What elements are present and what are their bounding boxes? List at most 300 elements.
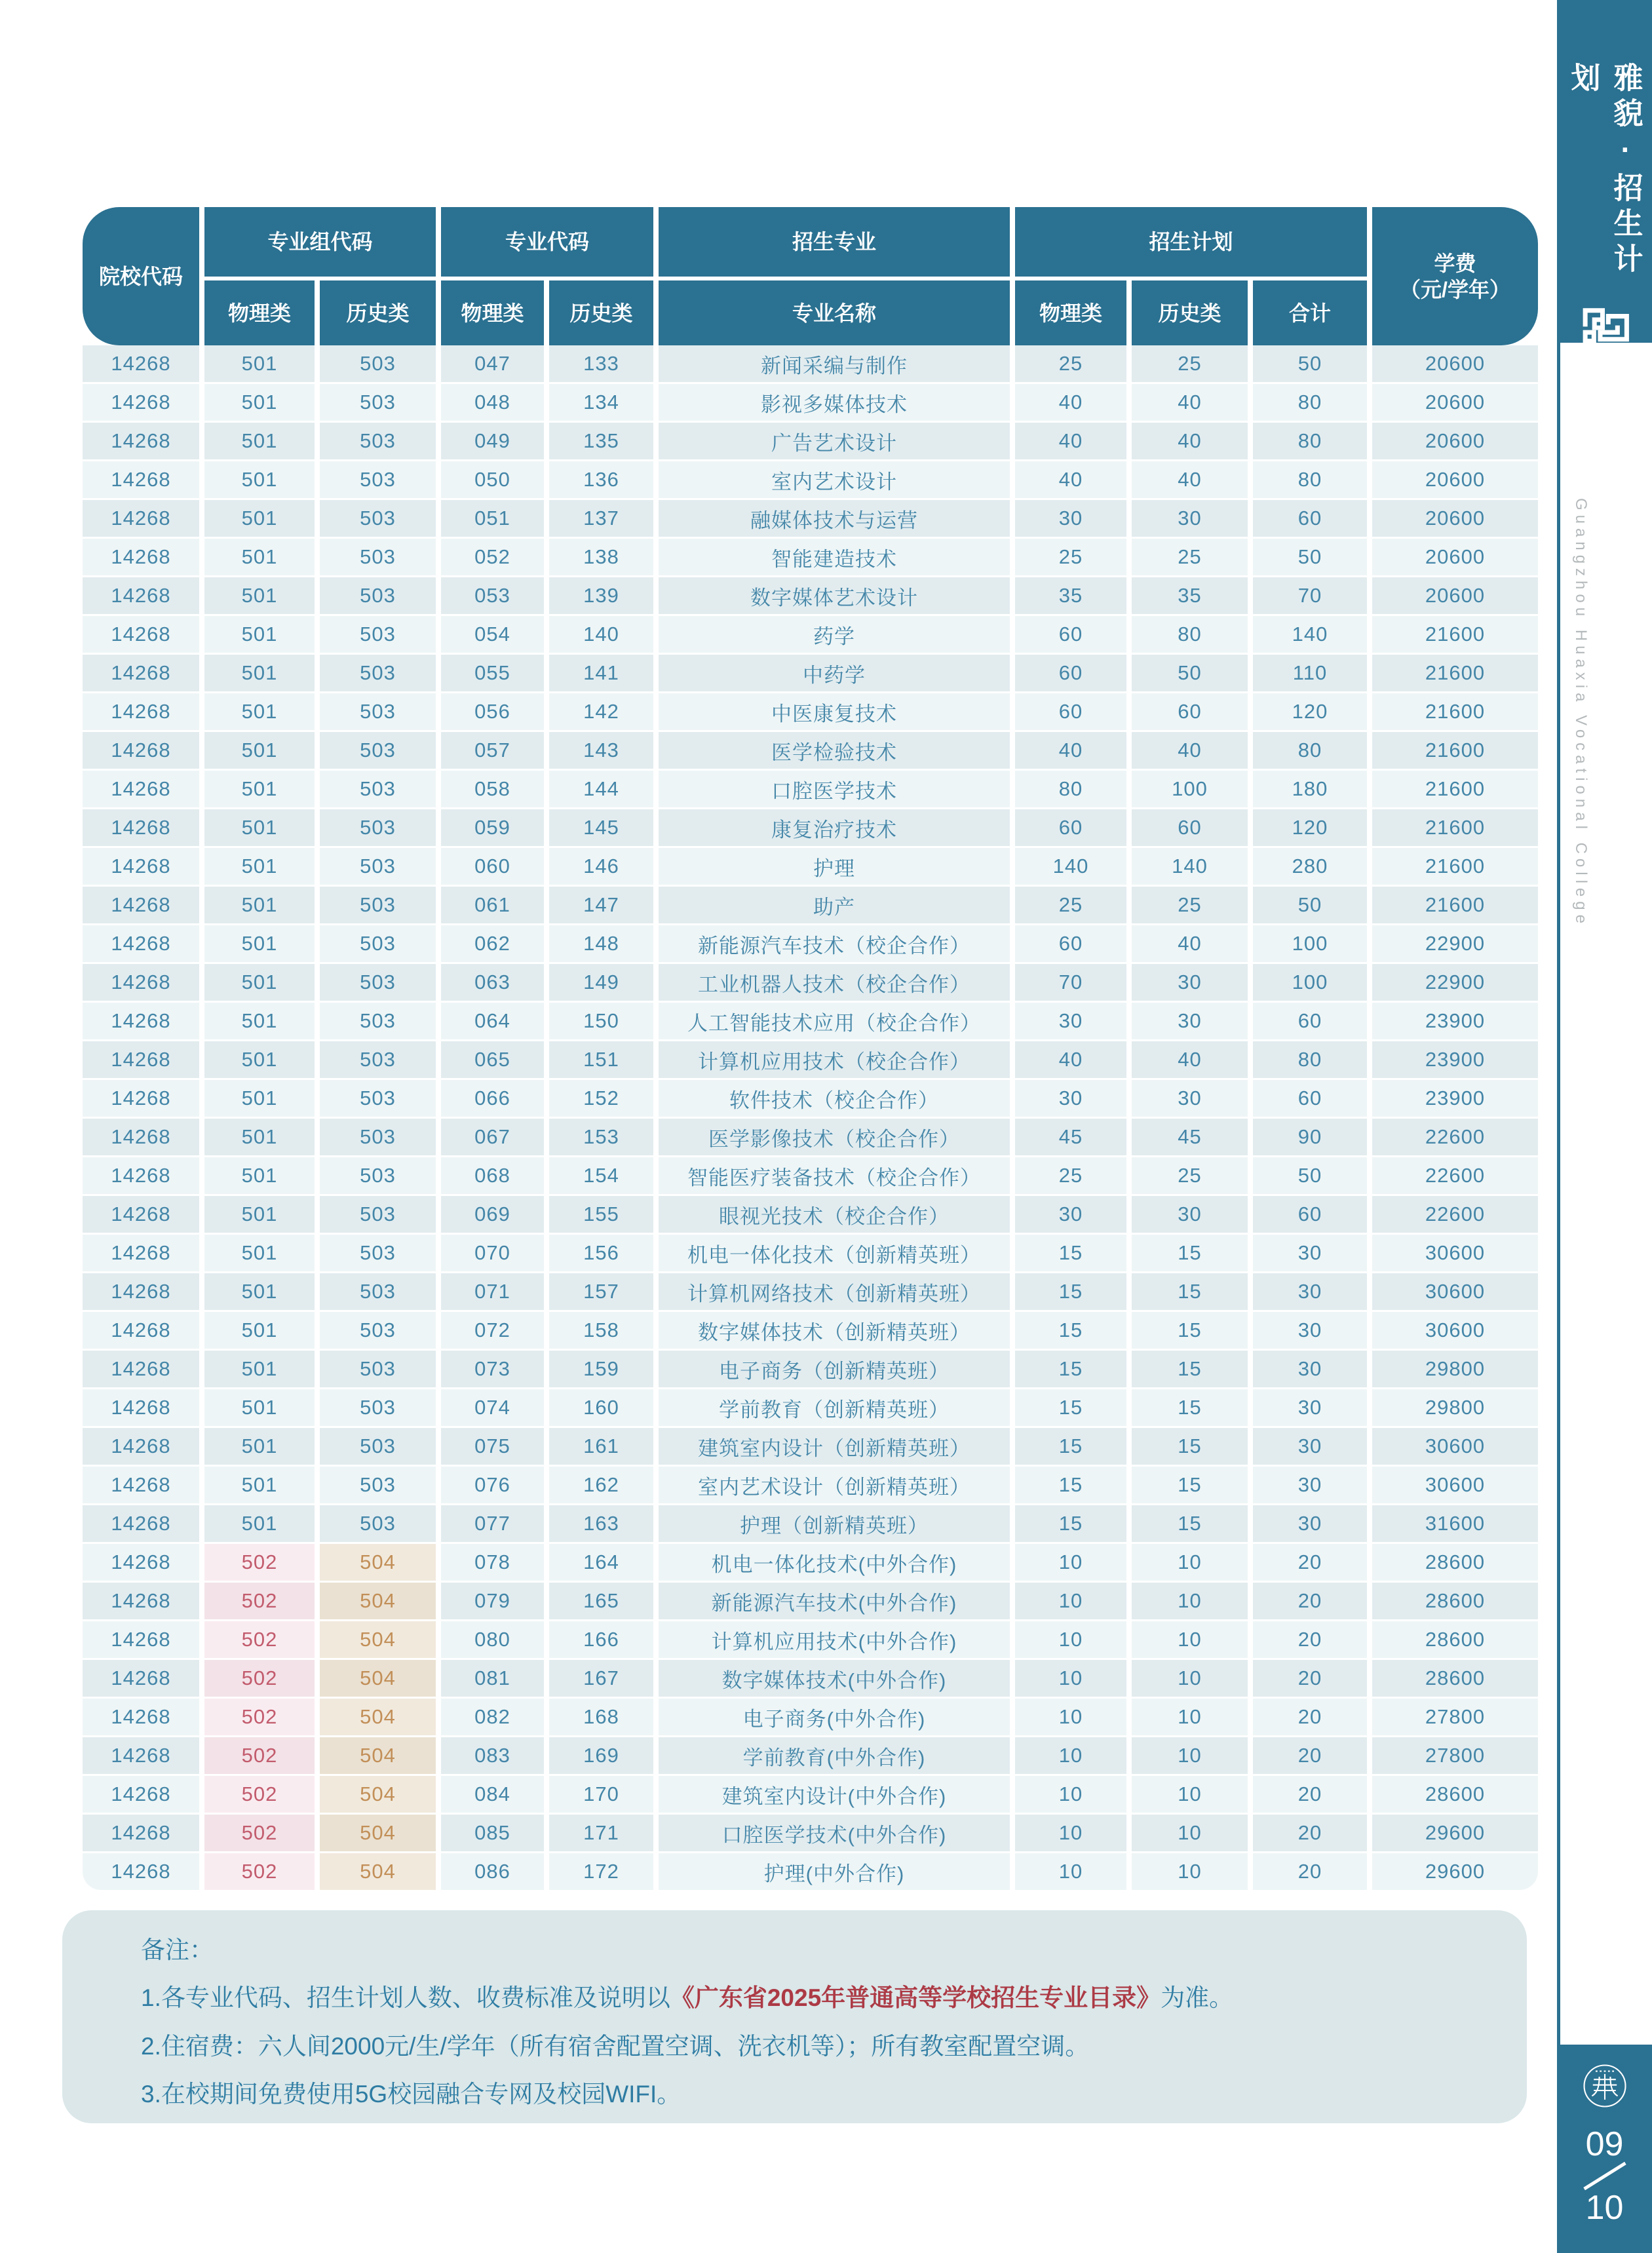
college-code-cell: 14268 <box>83 1196 199 1233</box>
table-row <box>83 1235 1538 1271</box>
college-code-cell: 14268 <box>83 771 199 807</box>
major-code-history-cell: 139 <box>549 577 653 614</box>
plan-physics-cell: 30 <box>1015 500 1126 537</box>
plan-total-cell: 30 <box>1253 1389 1367 1426</box>
plan-total-cell: 120 <box>1253 809 1367 846</box>
plan-history-cell: 30 <box>1132 1196 1248 1233</box>
group-code-history-cell: 503 <box>320 345 436 382</box>
group-code-physics-cell: 501 <box>204 693 315 730</box>
fee-cell: 21600 <box>1372 616 1538 653</box>
group-code-history-cell: 503 <box>320 384 436 421</box>
major-code-physics-cell: 082 <box>441 1699 544 1735</box>
plan-physics-cell: 30 <box>1015 1080 1126 1117</box>
table-row <box>83 1428 1538 1465</box>
major-code-physics-cell: 083 <box>441 1737 544 1774</box>
note-1-prefix: 1.各专业代码、招生计划人数、收费标准及说明以 <box>141 1984 670 2012</box>
plan-physics-cell: 40 <box>1015 461 1126 498</box>
major-name-cell: 学前教育（创新精英班） <box>659 1389 1010 1426</box>
major-code-physics-cell: 048 <box>441 384 544 421</box>
major-name-cell: 新闻采编与制作 <box>659 345 1010 382</box>
major-code-history-cell: 154 <box>549 1157 653 1194</box>
plan-physics-cell: 40 <box>1015 1041 1126 1078</box>
major-name-cell: 药学 <box>659 616 1010 653</box>
table-row <box>83 1196 1538 1233</box>
college-code-cell: 14268 <box>83 1583 199 1619</box>
note-item-1 <box>141 1983 1488 2013</box>
major-code-history-cell: 157 <box>549 1273 653 1310</box>
fee-cell: 21600 <box>1372 848 1538 885</box>
major-code-physics-cell: 062 <box>441 925 544 962</box>
major-name-cell: 数字媒体艺术设计 <box>659 577 1010 614</box>
major-code-history-cell: 161 <box>549 1428 653 1465</box>
plan-total-cell: 140 <box>1253 616 1367 653</box>
major-code-history-cell: 155 <box>549 1196 653 1233</box>
college-code-cell: 14268 <box>83 1389 199 1426</box>
plan-total-cell: 60 <box>1253 1080 1367 1117</box>
plan-physics-cell: 40 <box>1015 732 1126 769</box>
note-1-catalog-title: 《广东省2025年普通高等学校招生专业目录》 <box>670 1984 1161 2012</box>
plan-physics-cell: 25 <box>1015 1157 1126 1194</box>
group-code-physics-cell: 501 <box>204 1389 315 1426</box>
group-code-history-cell: 503 <box>320 1196 436 1233</box>
major-code-physics-cell: 085 <box>441 1815 544 1851</box>
table-row <box>83 1737 1538 1774</box>
major-name-cell: 影视多媒体技术 <box>659 384 1010 421</box>
plan-physics-cell: 15 <box>1015 1273 1126 1310</box>
table-row <box>83 1815 1538 1851</box>
table-row <box>83 384 1538 421</box>
table-row <box>83 1273 1538 1310</box>
group-code-history-cell: 504 <box>320 1544 436 1581</box>
plan-history-cell: 45 <box>1132 1119 1248 1155</box>
group-code-history-cell: 503 <box>320 1041 436 1078</box>
plan-physics-cell: 60 <box>1015 925 1126 962</box>
fee-cell: 22900 <box>1372 925 1538 962</box>
group-code-history-cell: 503 <box>320 1505 436 1542</box>
fee-cell: 21600 <box>1372 809 1538 846</box>
major-code-history-cell: 150 <box>549 1003 653 1039</box>
group-code-history-cell: 503 <box>320 1157 436 1194</box>
page-slash-icon <box>1583 2162 1626 2190</box>
major-name-cell: 眼视光技术（校企合作） <box>659 1196 1010 1233</box>
group-code-history-cell: 504 <box>320 1815 436 1851</box>
sidebar-vertical-rule <box>1557 343 1560 2045</box>
major-code-physics-cell: 066 <box>441 1080 544 1117</box>
college-code-cell: 14268 <box>83 887 199 923</box>
college-code-cell: 14268 <box>83 1157 199 1194</box>
group-code-physics-cell: 501 <box>204 925 315 962</box>
major-name-cell: 数字媒体技术（创新精英班） <box>659 1312 1010 1349</box>
college-emblem-icon <box>1582 2063 1628 2109</box>
table-row <box>83 1312 1538 1349</box>
notes-box <box>62 1910 1527 2123</box>
plan-total-cell: 180 <box>1253 771 1367 807</box>
group-code-history-cell: 504 <box>320 1621 436 1658</box>
group-code-physics-cell: 501 <box>204 809 315 846</box>
group-code-physics-cell: 501 <box>204 1003 315 1039</box>
table-row <box>83 1621 1538 1658</box>
major-code-history-cell: 169 <box>549 1737 653 1774</box>
major-code-history-cell: 145 <box>549 809 653 846</box>
group-code-history-cell: 504 <box>320 1737 436 1774</box>
plan-total-cell: 30 <box>1253 1235 1367 1271</box>
group-code-physics-cell: 501 <box>204 577 315 614</box>
major-code-physics-cell: 060 <box>441 848 544 885</box>
plan-total-cell: 20 <box>1253 1660 1367 1697</box>
plan-physics-cell: 60 <box>1015 616 1126 653</box>
college-code-cell: 14268 <box>83 1273 199 1310</box>
plan-physics-cell: 10 <box>1015 1737 1126 1774</box>
header-plan: 招生计划 <box>1015 207 1367 277</box>
plan-physics-cell: 60 <box>1015 655 1126 691</box>
fee-cell: 28600 <box>1372 1660 1538 1697</box>
major-code-history-cell: 151 <box>549 1041 653 1078</box>
plan-physics-cell: 60 <box>1015 809 1126 846</box>
major-name-cell: 电子商务（创新精英班） <box>659 1351 1010 1387</box>
table-row <box>83 1699 1538 1735</box>
group-code-history-cell: 503 <box>320 423 436 459</box>
group-code-history-cell: 504 <box>320 1660 436 1697</box>
plan-total-cell: 30 <box>1253 1351 1367 1387</box>
major-code-physics-cell: 084 <box>441 1776 544 1813</box>
group-code-physics-cell: 501 <box>204 345 315 382</box>
table-row <box>83 1776 1538 1813</box>
major-code-physics-cell: 074 <box>441 1389 544 1426</box>
fee-cell: 27800 <box>1372 1737 1538 1774</box>
plan-history-cell: 10 <box>1132 1853 1248 1890</box>
plan-physics-cell: 15 <box>1015 1235 1126 1271</box>
plan-total-cell: 30 <box>1253 1312 1367 1349</box>
fee-cell: 20600 <box>1372 384 1538 421</box>
table-row <box>83 809 1538 846</box>
major-code-physics-cell: 080 <box>441 1621 544 1658</box>
plan-history-cell: 60 <box>1132 693 1248 730</box>
fee-cell: 28600 <box>1372 1544 1538 1581</box>
fee-cell: 29800 <box>1372 1351 1538 1387</box>
major-code-physics-cell: 071 <box>441 1273 544 1310</box>
major-code-physics-cell: 059 <box>441 809 544 846</box>
page-indicator <box>1581 2127 1629 2225</box>
group-code-history-cell: 503 <box>320 693 436 730</box>
college-code-cell: 14268 <box>83 655 199 691</box>
group-code-history-cell: 503 <box>320 1351 436 1387</box>
group-code-physics-cell: 501 <box>204 1080 315 1117</box>
major-name-cell: 智能医疗装备技术（校企合作） <box>659 1157 1010 1194</box>
plan-physics-cell: 10 <box>1015 1544 1126 1581</box>
major-code-history-cell: 136 <box>549 461 653 498</box>
table-row <box>83 887 1538 923</box>
plan-physics-cell: 40 <box>1015 423 1126 459</box>
major-name-cell: 护理（创新精英班） <box>659 1505 1010 1542</box>
plan-physics-cell: 60 <box>1015 693 1126 730</box>
note-item-3: 3.在校期间免费使用5G校园融合专网及校园WIFI。 <box>141 2080 682 2108</box>
group-code-physics-cell: 501 <box>204 1312 315 1349</box>
major-code-physics-cell: 050 <box>441 461 544 498</box>
major-code-history-cell: 144 <box>549 771 653 807</box>
fee-cell: 30600 <box>1372 1312 1538 1349</box>
plan-history-cell: 15 <box>1132 1235 1248 1271</box>
group-code-history-cell: 503 <box>320 577 436 614</box>
college-code-cell: 14268 <box>83 1467 199 1503</box>
plan-physics-cell: 30 <box>1015 1196 1126 1233</box>
plan-total-cell: 20 <box>1253 1621 1367 1658</box>
plan-total-cell: 20 <box>1253 1544 1367 1581</box>
group-code-history-cell: 503 <box>320 655 436 691</box>
major-name-cell: 软件技术（校企合作） <box>659 1080 1010 1117</box>
fee-cell: 22600 <box>1372 1119 1538 1155</box>
group-code-history-cell: 503 <box>320 1080 436 1117</box>
group-code-physics-cell: 502 <box>204 1737 315 1774</box>
major-name-cell: 人工智能技术应用（校企合作） <box>659 1003 1010 1039</box>
college-code-cell: 14268 <box>83 1235 199 1271</box>
group-code-physics-cell: 501 <box>204 964 315 1001</box>
plan-physics-cell: 10 <box>1015 1815 1126 1851</box>
table-row <box>83 1389 1538 1426</box>
plan-total-cell: 50 <box>1253 345 1367 382</box>
group-code-physics-cell: 502 <box>204 1815 315 1851</box>
major-name-cell: 电子商务(中外合作) <box>659 1699 1010 1735</box>
major-code-history-cell: 138 <box>549 539 653 575</box>
plan-total-cell: 100 <box>1253 925 1367 962</box>
major-code-physics-cell: 069 <box>441 1196 544 1233</box>
table-row <box>83 423 1538 459</box>
major-name-cell: 融媒体技术与运营 <box>659 500 1010 537</box>
fee-cell: 30600 <box>1372 1235 1538 1271</box>
plan-history-cell: 35 <box>1132 577 1248 614</box>
college-code-cell: 14268 <box>83 925 199 962</box>
group-code-physics-cell: 501 <box>204 1273 315 1310</box>
plan-total-cell: 80 <box>1253 1041 1367 1078</box>
fee-cell: 23900 <box>1372 1003 1538 1039</box>
plan-history-cell: 15 <box>1132 1467 1248 1503</box>
group-code-physics-cell: 501 <box>204 1428 315 1465</box>
group-code-physics-cell: 502 <box>204 1853 315 1890</box>
plan-total-cell: 100 <box>1253 964 1367 1001</box>
group-code-history-cell: 503 <box>320 539 436 575</box>
group-code-physics-cell: 501 <box>204 1467 315 1503</box>
college-code-cell: 14268 <box>83 1853 199 1890</box>
major-code-physics-cell: 065 <box>441 1041 544 1078</box>
college-code-cell: 14268 <box>83 1776 199 1813</box>
plan-physics-cell: 45 <box>1015 1119 1126 1155</box>
college-code-cell: 14268 <box>83 539 199 575</box>
major-name-cell: 智能建造技术 <box>659 539 1010 575</box>
table-row <box>83 693 1538 730</box>
major-code-physics-cell: 067 <box>441 1119 544 1155</box>
group-code-history-cell: 503 <box>320 771 436 807</box>
college-code-cell: 14268 <box>83 1041 199 1078</box>
college-code-cell: 14268 <box>83 1003 199 1039</box>
admission-table-header <box>83 207 1538 345</box>
major-name-cell: 数字媒体技术(中外合作) <box>659 1660 1010 1697</box>
fee-cell: 21600 <box>1372 693 1538 730</box>
plan-history-cell: 25 <box>1132 345 1248 382</box>
plan-history-cell: 100 <box>1132 771 1248 807</box>
group-code-history-cell: 503 <box>320 925 436 962</box>
group-code-physics-cell: 501 <box>204 461 315 498</box>
plan-total-cell: 50 <box>1253 887 1367 923</box>
fee-cell: 21600 <box>1372 655 1538 691</box>
fee-cell: 21600 <box>1372 771 1538 807</box>
table-row <box>83 655 1538 691</box>
group-code-history-cell: 503 <box>320 500 436 537</box>
major-code-physics-cell: 052 <box>441 539 544 575</box>
plan-physics-cell: 15 <box>1015 1351 1126 1387</box>
major-code-physics-cell: 073 <box>441 1351 544 1387</box>
college-name-english-vertical: Guangzhou Huaxia Vocational College <box>1572 498 1590 928</box>
plan-history-cell: 10 <box>1132 1776 1248 1813</box>
college-code-cell: 14268 <box>83 1080 199 1117</box>
page-total: 10 <box>1585 2189 1624 2227</box>
header-plan-history: 历史类 <box>1132 280 1248 345</box>
group-code-history-cell: 503 <box>320 616 436 653</box>
group-code-history-cell: 503 <box>320 1467 436 1503</box>
plan-total-cell: 110 <box>1253 655 1367 691</box>
plan-physics-cell: 40 <box>1015 384 1126 421</box>
major-code-physics-cell: 056 <box>441 693 544 730</box>
major-code-physics-cell: 051 <box>441 500 544 537</box>
sidebar-section-banner <box>1557 0 1652 343</box>
sidebar-footer-banner <box>1557 2045 1652 2253</box>
plan-total-cell: 50 <box>1253 539 1367 575</box>
major-code-history-cell: 147 <box>549 887 653 923</box>
major-name-cell: 学前教育(中外合作) <box>659 1737 1010 1774</box>
fee-cell: 28600 <box>1372 1776 1538 1813</box>
plan-history-cell: 15 <box>1132 1389 1248 1426</box>
major-code-history-cell: 172 <box>549 1853 653 1890</box>
plan-history-cell: 15 <box>1132 1428 1248 1465</box>
header-college-code: 院校代码 <box>83 207 199 345</box>
major-code-physics-cell: 053 <box>441 577 544 614</box>
plan-physics-cell: 10 <box>1015 1583 1126 1619</box>
plan-history-cell: 15 <box>1132 1505 1248 1542</box>
table-row <box>83 1505 1538 1542</box>
group-code-physics-cell: 501 <box>204 732 315 769</box>
table-row <box>83 771 1538 807</box>
plan-total-cell: 60 <box>1253 1196 1367 1233</box>
plan-physics-cell: 15 <box>1015 1428 1126 1465</box>
group-code-physics-cell: 502 <box>204 1776 315 1813</box>
major-code-history-cell: 133 <box>549 345 653 382</box>
major-code-history-cell: 168 <box>549 1699 653 1735</box>
college-code-cell: 14268 <box>83 616 199 653</box>
table-row <box>83 1157 1538 1194</box>
group-code-history-cell: 503 <box>320 461 436 498</box>
major-code-physics-cell: 063 <box>441 964 544 1001</box>
major-code-physics-cell: 070 <box>441 1235 544 1271</box>
plan-total-cell: 20 <box>1253 1699 1367 1735</box>
major-code-history-cell: 170 <box>549 1776 653 1813</box>
plan-history-cell: 15 <box>1132 1351 1248 1387</box>
major-name-cell: 护理 <box>659 848 1010 885</box>
notes-title: 备注： <box>141 1936 214 1963</box>
major-name-cell: 口腔医学技术(中外合作) <box>659 1815 1010 1851</box>
group-code-physics-cell: 502 <box>204 1699 315 1735</box>
group-code-physics-cell: 501 <box>204 539 315 575</box>
header-plan-total: 合计 <box>1253 280 1367 345</box>
fee-cell: 28600 <box>1372 1621 1538 1658</box>
group-code-history-cell: 503 <box>320 1312 436 1349</box>
table-row <box>83 1041 1538 1078</box>
major-name-cell: 口腔医学技术 <box>659 771 1010 807</box>
note-item-2: 2.住宿费：六人间2000元/生/学年（所有宿舍配置空调、洗衣机等）；所有教室配置空调。 <box>141 2032 1090 2060</box>
college-code-cell: 14268 <box>83 384 199 421</box>
major-name-cell: 机电一体化技术(中外合作) <box>659 1544 1010 1581</box>
major-name-cell: 机电一体化技术（创新精英班） <box>659 1235 1010 1271</box>
fee-cell: 21600 <box>1372 732 1538 769</box>
plan-total-cell: 30 <box>1253 1467 1367 1503</box>
plan-physics-cell: 25 <box>1015 887 1126 923</box>
major-code-history-cell: 156 <box>549 1235 653 1271</box>
plan-physics-cell: 140 <box>1015 848 1126 885</box>
major-name-cell: 广告艺术设计 <box>659 423 1010 459</box>
header-code-physics: 物理类 <box>441 280 544 345</box>
fee-cell: 28600 <box>1372 1583 1538 1619</box>
group-code-history-cell: 503 <box>320 964 436 1001</box>
group-code-physics-cell: 501 <box>204 771 315 807</box>
table-row <box>83 1351 1538 1387</box>
plan-total-cell: 30 <box>1253 1273 1367 1310</box>
page-current: 09 <box>1585 2125 1624 2163</box>
group-code-physics-cell: 501 <box>204 423 315 459</box>
group-code-physics-cell: 502 <box>204 1583 315 1619</box>
fee-cell: 22900 <box>1372 964 1538 1001</box>
major-code-history-cell: 153 <box>549 1119 653 1155</box>
plan-history-cell: 40 <box>1132 461 1248 498</box>
plan-total-cell: 60 <box>1253 1003 1367 1039</box>
plan-physics-cell: 10 <box>1015 1699 1126 1735</box>
fee-cell: 27800 <box>1372 1699 1538 1735</box>
table-row <box>83 345 1538 382</box>
college-code-cell: 14268 <box>83 693 199 730</box>
fee-cell: 20600 <box>1372 461 1538 498</box>
plan-history-cell: 10 <box>1132 1544 1248 1581</box>
group-code-physics-cell: 501 <box>204 1041 315 1078</box>
college-code-cell: 14268 <box>83 1505 199 1542</box>
plan-total-cell: 70 <box>1253 577 1367 614</box>
group-code-history-cell: 504 <box>320 1699 436 1735</box>
plan-total-cell: 20 <box>1253 1776 1367 1813</box>
plan-physics-cell: 35 <box>1015 577 1126 614</box>
major-name-cell: 建筑室内设计(中外合作) <box>659 1776 1010 1813</box>
major-name-cell: 新能源汽车技术（校企合作） <box>659 925 1010 962</box>
plan-physics-cell: 80 <box>1015 771 1126 807</box>
header-admission-major: 招生专业 <box>659 207 1010 277</box>
major-name-cell: 医学检验技术 <box>659 732 1010 769</box>
group-code-history-cell: 503 <box>320 848 436 885</box>
group-code-physics-cell: 501 <box>204 500 315 537</box>
plan-history-cell: 10 <box>1132 1737 1248 1774</box>
group-code-history-cell: 504 <box>320 1583 436 1619</box>
college-code-cell: 14268 <box>83 1660 199 1697</box>
fee-cell: 20600 <box>1372 345 1538 382</box>
plan-history-cell: 40 <box>1132 384 1248 421</box>
plan-history-cell: 25 <box>1132 887 1248 923</box>
group-code-physics-cell: 501 <box>204 1235 315 1271</box>
major-code-history-cell: 163 <box>549 1505 653 1542</box>
group-code-history-cell: 503 <box>320 887 436 923</box>
table-row <box>83 925 1538 962</box>
fee-cell: 30600 <box>1372 1273 1538 1310</box>
major-code-history-cell: 134 <box>549 384 653 421</box>
major-name-cell: 工业机器人技术（校企合作） <box>659 964 1010 1001</box>
plan-history-cell: 10 <box>1132 1815 1248 1851</box>
major-code-history-cell: 149 <box>549 964 653 1001</box>
header-fee <box>1372 207 1538 345</box>
major-code-history-cell: 143 <box>549 732 653 769</box>
plan-history-cell: 25 <box>1132 1157 1248 1194</box>
plan-physics-cell: 25 <box>1015 345 1126 382</box>
